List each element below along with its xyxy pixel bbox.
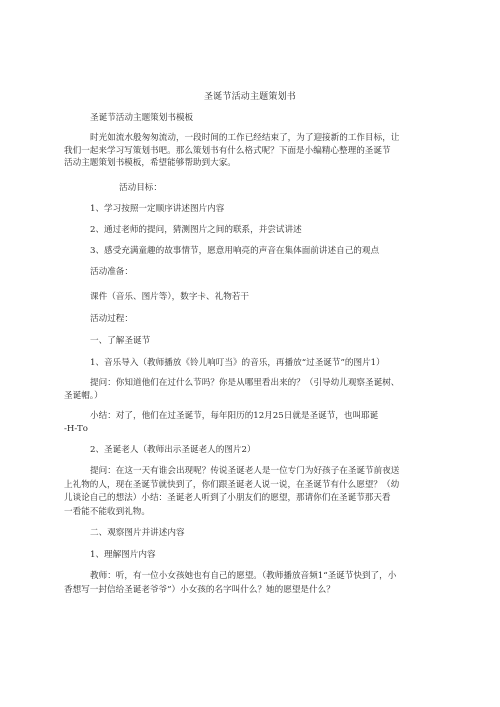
question-line: 一看能不能收到礼物。: [64, 506, 150, 517]
step-item: 1、理解图片内容: [90, 550, 156, 560]
section-heading: 二、观察图片并讲述内容: [90, 528, 185, 538]
goal-item: 1、学习按照一定顺序讲述图片内容: [90, 204, 225, 214]
question-line: 儿谈论自己的想法）小结：圣诞老人听到了小朋友们的愿望，那请你们在圣诞节那天看: [64, 493, 391, 503]
question-line: 上礼物的人，现在圣诞节就快到了，你们跟圣诞老人说一说，在圣诞节有什么愿望？（幼: [64, 479, 400, 490]
intro-line: 我们一起来学习写策划书吧。那么策划书有什么格式呢？下面是小编精心整理的圣诞节: [64, 145, 391, 156]
question-paragraph: [64, 465, 400, 519]
subtitle: 圣诞节活动主题策划书模板: [90, 113, 194, 123]
question-line: 圣诞帽。）: [64, 391, 103, 401]
prep-heading: 活动准备：: [90, 267, 133, 277]
section-heading: 一、了解圣诞节: [90, 336, 151, 346]
step-item: 2、圣诞老人（教师出示圣诞老人的图片2）: [90, 445, 256, 455]
prep-items: 课件（音乐、图片等），数字卡、礼物若干: [90, 292, 249, 302]
summary-line: -H-Tο: [64, 424, 88, 434]
intro-line: 活动主题策划书模板，希望能够帮助到大家。: [64, 158, 236, 168]
teacher-paragraph: [64, 570, 397, 597]
intro-paragraph: [64, 132, 400, 170]
summary-line: 小结：对了，他们在过圣诞节，每年阳历的12月25日就是圣诞节，也叫耶诞: [90, 411, 379, 421]
teacher-line: 香想写一封信给圣诞老爷爷”）小女孩的名字叫什么？她的愿望是什么？: [64, 584, 335, 595]
goals-heading: 活动目标：: [119, 183, 162, 193]
goal-item: 3、感受充满童趣的故事情节，愿意用响亮的声音在集体面前讲述自己的观点: [90, 246, 380, 256]
question-line: 提问：你知道他们在过什么节吗？你是从哪里看出来的？（引导幼儿观察圣诞树、: [90, 378, 400, 388]
question-line: 提问：在这一天有谁会出现呢？传说圣诞老人是一位专门为好孩子在圣诞节前夜送: [90, 466, 400, 476]
teacher-line: 教师：听，有一位小女孩她也有自己的愿望。（教师播放音频1“圣诞节快到了，小: [90, 571, 397, 581]
goal-item: 2、通过老师的提问，猜测图片之间的联系，并尝试讲述: [90, 225, 302, 235]
summary-paragraph: [64, 410, 379, 436]
page-title: 圣诞节活动主题策划书: [203, 92, 296, 102]
intro-line: 时光如流水般匆匆流动，一段时间的工作已经结束了，为了迎接新的工作目标，让: [90, 133, 400, 143]
process-heading: 活动过程：: [90, 314, 133, 324]
question-paragraph: [64, 377, 400, 403]
step-item: 1、音乐导入（教师播放《铃儿响叮当》的音乐，再播放“过圣诞节”的图片1）: [90, 358, 385, 368]
